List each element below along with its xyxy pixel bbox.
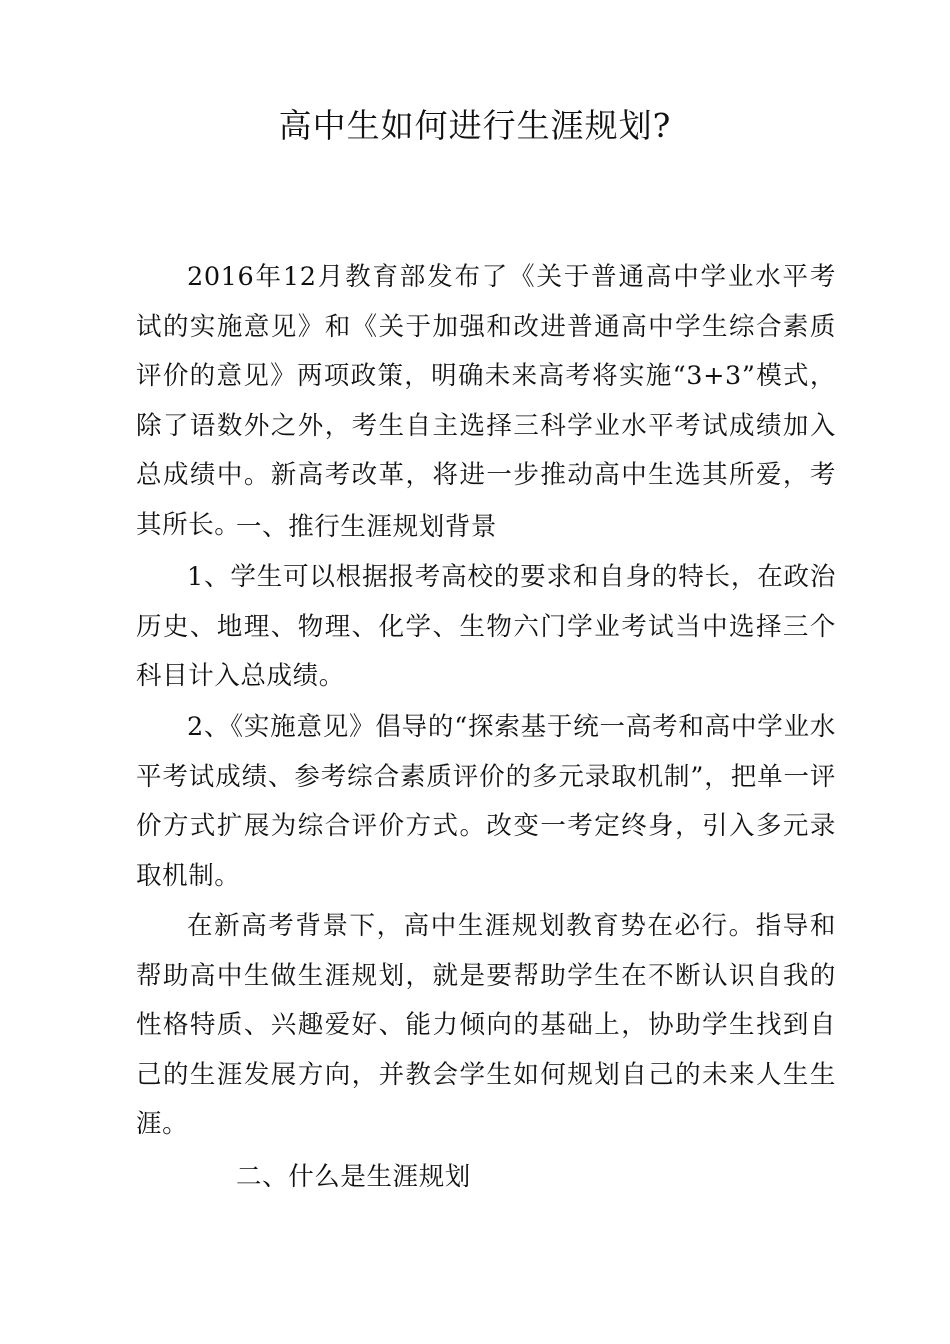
background-point-two-text: 2、《实施意见》倡导的“探索基于统一高考和高中学业水平考试成绩、参考综合素质评价的多元录取机制”，把单一评价方式扩展为综合评价方式。改变一考定终身，引入多元录取机制。 (136, 712, 836, 891)
document-title: 高中生如何进行生涯规划? (278, 106, 672, 145)
section-heading-definition (236, 1153, 836, 1203)
summary-paragraph-text: 在新高考背景下，高中生涯规划教育势在必行。指导和帮助高中生做生涯规划，就是要帮助学生在不断认识自我的性格特质、兴趣爱好、能力倾向的基础上，协助学生找到自己的生涯发展方向，并教会学生如何规划自己的未来人生生涯。 (136, 911, 836, 1139)
background-point-one-text: 1、学生可以根据报考高校的要求和自身的特长，在政治历史、地理、物理、化学、生物六门学业考试当中选择三个科目计入总成绩。 (136, 562, 836, 691)
background-point-two (136, 703, 836, 901)
background-point-one (136, 553, 836, 702)
section-heading-background-text: 一、推行生涯规划背景 (236, 512, 498, 542)
summary-paragraph (136, 902, 836, 1150)
section-heading-background (236, 503, 836, 553)
section-heading-definition-text: 二、什么是生涯规划 (236, 1162, 471, 1192)
intro-paragraph-text: 2016年12月教育部发布了《关于普通高中学业水平考试的实施意见》和《关于加强和改进普通高中学生综合素质评价的意见》两项政策，明确未来高考将实施“3+3”模式，除了语数外之外，考生自主选择三科学业水平考试成绩加入总成绩中。新高考改革，将进一步推动高中生选其所爱，考其所长。 (136, 262, 836, 540)
